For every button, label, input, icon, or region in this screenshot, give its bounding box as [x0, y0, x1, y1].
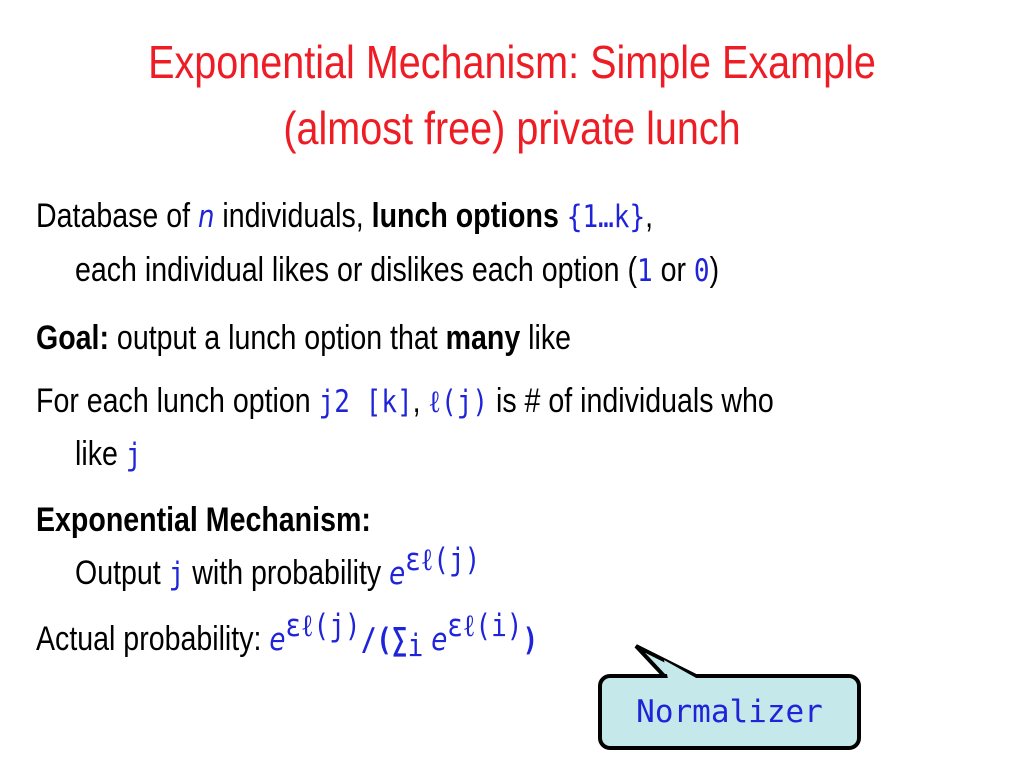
- bullet-actual-probability: [36, 608, 539, 664]
- text: or: [652, 251, 694, 289]
- text: [423, 620, 431, 658]
- exp-base-e: e: [431, 622, 448, 658]
- exp-base-e: e: [389, 556, 406, 592]
- text: Actual probability:: [36, 620, 270, 658]
- slide-title-line-1: Exponential Mechanism: Simple Example: [148, 36, 876, 88]
- bullet-lunch-option: [36, 381, 774, 422]
- exponent: εℓ(j): [405, 542, 481, 578]
- slide-title-line-2: (almost free) private lunch: [283, 102, 741, 154]
- text: individuals,: [214, 197, 372, 235]
- bullet-goal: [36, 318, 571, 358]
- text: [559, 197, 567, 235]
- value-one: 1: [636, 253, 653, 289]
- var-n: n: [197, 199, 215, 235]
- text: ,: [412, 382, 429, 420]
- text: like: [75, 435, 126, 473]
- text: each individual likes or dislikes each option (: [75, 251, 637, 289]
- normalizer-callout: [598, 674, 861, 750]
- goal-label: Goal:: [36, 319, 110, 357]
- value-zero: 0: [693, 253, 710, 289]
- ell-of-j: ℓ(j): [428, 384, 489, 420]
- sum-index: i: [407, 628, 424, 664]
- var-j: j: [168, 556, 185, 592]
- text: Database of: [36, 197, 198, 235]
- divide-sum: /(∑: [360, 622, 408, 658]
- text: ): [709, 251, 720, 289]
- exp-base-e: e: [269, 622, 286, 658]
- text: ,: [645, 197, 654, 235]
- var-j: j: [125, 437, 142, 473]
- text: like: [520, 319, 572, 357]
- text: Output: [75, 554, 169, 592]
- text: output a lunch option that: [109, 319, 446, 357]
- normalizer-label: Normalizer: [636, 694, 823, 730]
- j-in-k: j2 [k]: [318, 384, 413, 420]
- many-bold: many: [445, 319, 521, 357]
- close-paren: ): [522, 622, 539, 658]
- option-set: {1…k}: [566, 199, 646, 235]
- bullet-database-line-2: [75, 250, 719, 291]
- bullet-exp-mechanism-heading: Exponential Mechanism:: [36, 501, 371, 539]
- bullet-database: [36, 196, 653, 237]
- bullet-lunch-option-line-2: [75, 434, 141, 475]
- bullet-exp-mechanism-output: [75, 542, 481, 594]
- text: with probability: [184, 554, 390, 592]
- text: is # of individuals who: [488, 382, 774, 420]
- exponent: εℓ(i): [447, 608, 523, 644]
- lunch-options-bold: lunch options: [371, 197, 559, 235]
- text: For each lunch option: [36, 382, 319, 420]
- exponent: εℓ(j): [285, 608, 361, 644]
